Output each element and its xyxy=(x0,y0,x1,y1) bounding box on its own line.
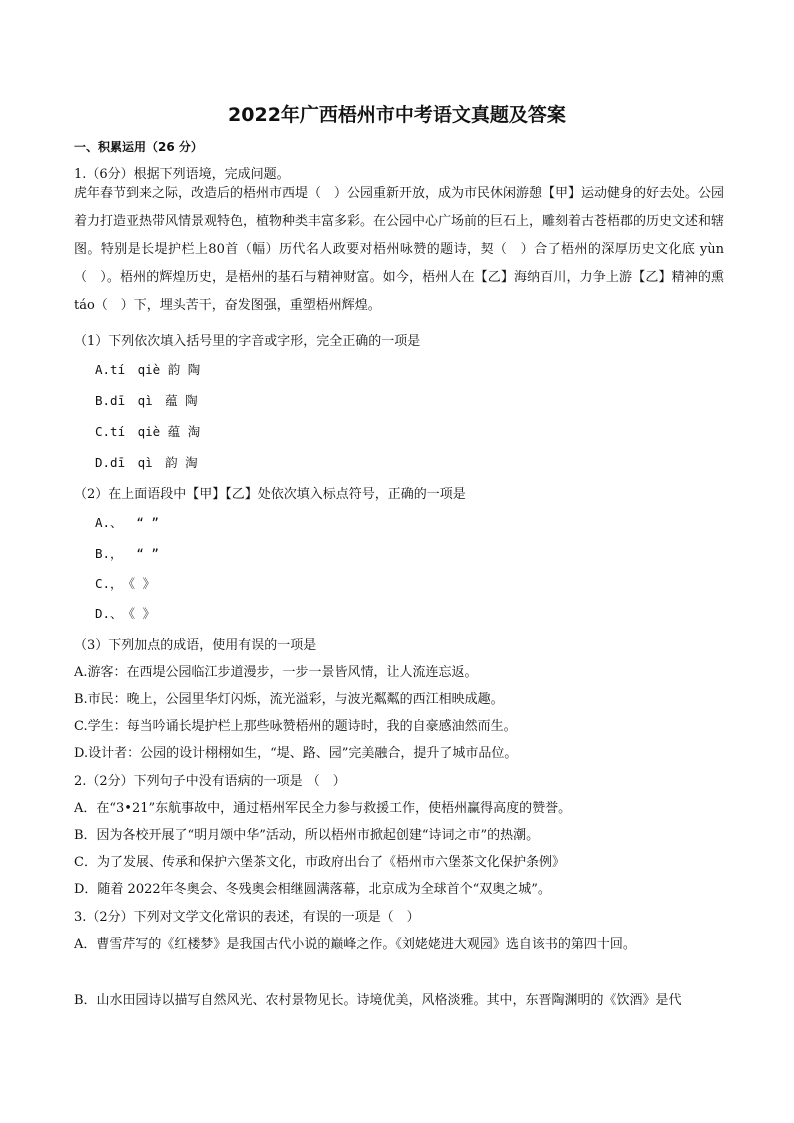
q3-option-a: A．曹雪芹写的《红楼梦》是我国古代小说的巅峰之作。《刘姥姥进大观园》选自该书的第四十回。 xyxy=(74,937,636,952)
q2-option-d: D．随着 2022年冬奥会、冬残奥会相继圆满落幕，北京成为全球首个“双奥之城”。 xyxy=(74,882,551,897)
section-heading: 一、积累运用（26 分） xyxy=(74,140,203,154)
sub2-option-b: B.， “ ” xyxy=(95,546,159,561)
sub1-option-b: B.dī qì 蕴 陶 xyxy=(95,393,198,408)
q2-option-b: B．因为各校开展了“明月颂中华”活动，所以梧州市掀起创建“诗词之市”的热潮。 xyxy=(74,828,540,843)
question-1-sub1: （1）下列依次填入括号里的字音或字形，完全正确的一项是 xyxy=(74,334,421,349)
q2-option-a: A．在“3•21”东航事故中，通过梧州军民全力参与救援工作，使梧州赢得高度的赞誉。 xyxy=(74,801,572,816)
sub3-option-b: B.市民：晚上，公园里华灯闪烁，流光溢彩，与波光粼粼的西江相映成趣。 xyxy=(74,692,504,707)
sub1-option-c: C.tí qiè 蕴 淘 xyxy=(95,424,201,439)
sub3-option-d: D.设计者：公园的设计栩栩如生，“堤、路、园”完美融合，提升了城市品位。 xyxy=(74,746,518,761)
sub3-option-a: A.游客：在西堤公园临江步道漫步，一步一景皆风情，让人流连忘返。 xyxy=(74,665,478,680)
sub2-option-a: A.、 “ ” xyxy=(95,515,159,530)
sub3-option-c: C.学生：每当吟诵长堤护栏上那些咏赞梧州的题诗时，我的自豪感油然而生。 xyxy=(74,719,517,734)
question-1-sub3: （3）下列加点的成语，使用有误的一项是 xyxy=(74,638,317,653)
question-2-header: 2.（2分）下列句子中没有语病的一项是 （ ） xyxy=(74,774,346,789)
sub2-option-d: D.、 《 》 xyxy=(95,606,156,621)
q3-option-b: B．山水田园诗以描写自然风光、农村景物见长。诗境优美，风格淡雅。其中，东晋陶渊明的《饮酒》是代 xyxy=(74,993,682,1008)
q2-option-c: C．为了发展、传承和保护六堡茶文化，市政府出台了《梧州市六堡茶文化保护条例》 xyxy=(74,855,565,870)
sub1-option-a: A.tí qiè 韵 陶 xyxy=(95,362,201,377)
question-1-header: 1.（6分）根据下列语境，完成问题。 xyxy=(74,167,290,182)
sub2-option-c: C.， 《 》 xyxy=(95,576,156,591)
page-title: 2022年广西梧州市中考语文真题及答案 xyxy=(228,104,566,126)
question-1-sub2: （2）在上面语段中【甲】【乙】处依次填入标点符号，正确的一项是 xyxy=(74,487,466,502)
question-3-header: 3.（2分）下列对文学文化常识的表述，有误的一项是（ ） xyxy=(74,910,420,925)
sub1-option-d: D.dī qì 韵 淘 xyxy=(95,455,198,470)
question-1-passage: 虎年春节到来之际，改造后的梧州市西堤（ ）公园重新开放，成为市民休闲游憩【甲】运动健身的好去处。公园着力打造亚热带风情景观特色，植物种类丰富多彩。在公园中心广场前的巨石上，雕刻着古苍梧郡的历史文述和辖图。特别是长堤护栏上80首（幅）历代名人政要对梧州咏赞的题诗，契（ ）合了梧州的深厚历史文化底 yùn（ ）。梧州的辉煌历史，是梧州的基石与精神财富。如今，梧州人在【乙】海纳百川，力争上游【乙】精神的熏 táo（ ）下，埋头苦干，奋发图强，重塑梧州辉煌。 xyxy=(74,186,725,313)
